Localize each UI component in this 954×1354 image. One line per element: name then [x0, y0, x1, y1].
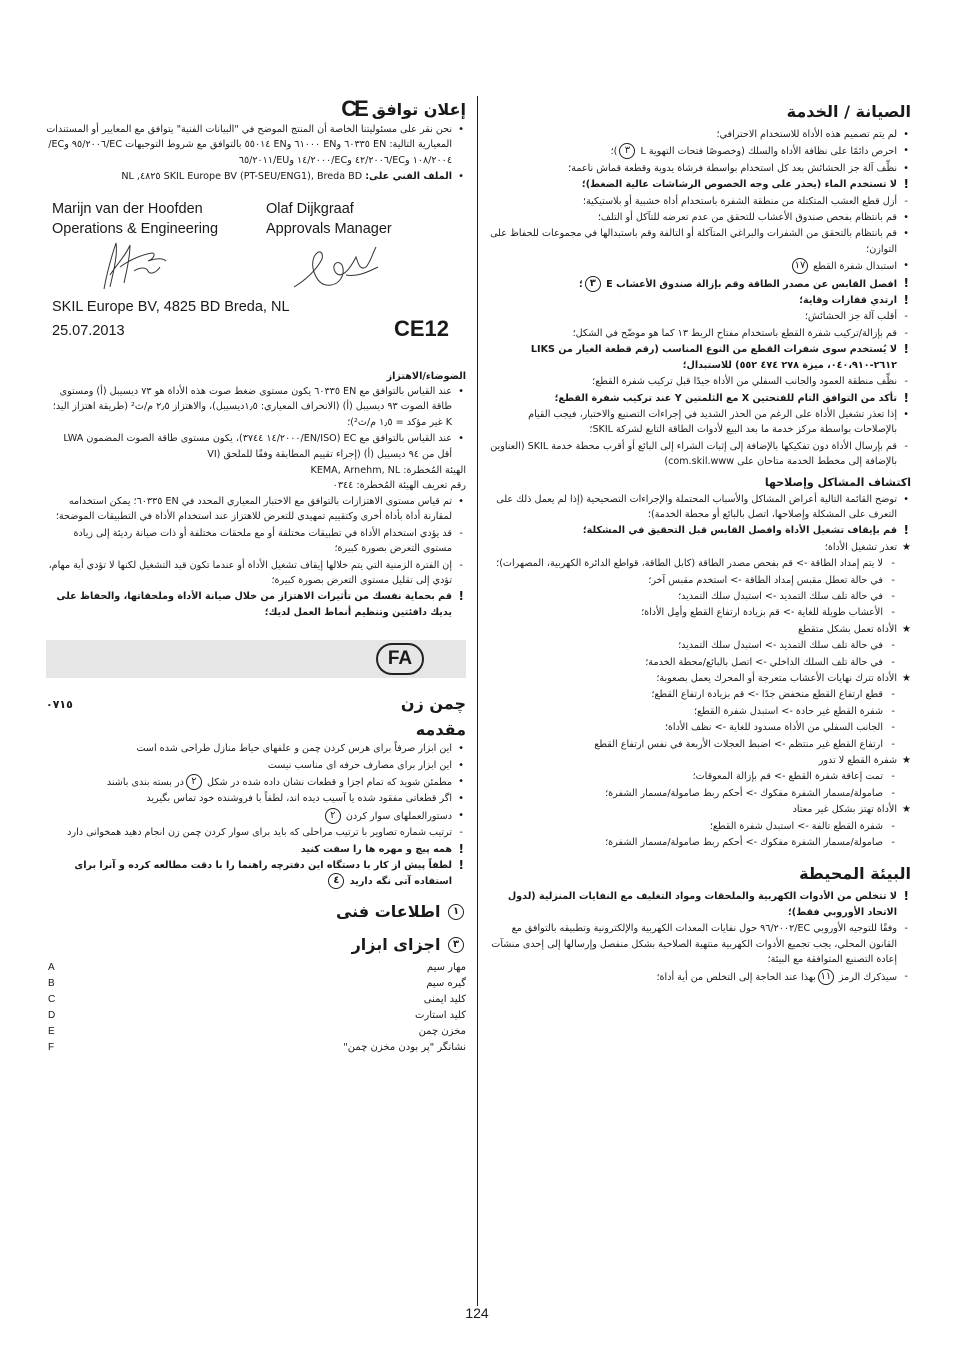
item-text: SKIL Europe BV (PT-SEU/ENG1), Breda BD ٤٨٢٥, NL — [121, 171, 363, 183]
item-text: وفقًا للتوجيه الأوروبي EC/٩٦/٢٠٠٢ حول نفايات المعدات الكهربية والإلكترونية وتطبيقه بالتوافق مع القانون المحلي، يجب تجميع الأدوات الكهربية منتهية الصلاحية بشكل منفصل وإرسالها إلى إحدى منشآت إعادة التصنيع المتوافقة مع البيئة؛ — [491, 923, 897, 966]
item-text: الأداة تعمل بشكل متقطع — [797, 623, 897, 635]
environment-title: البيئة المحيطة — [799, 864, 911, 884]
item-text: قد يؤدي استخدام الأداة في تطبيقات مختلفة أو مع ملحقات مختلفة أو ذات صيانة رديئة إلى زيادة مستوى التعرض بصورة كبيرة؛ — [73, 527, 452, 555]
item-text: لطفاً پیش از کار با دستگاه این دفترچه راهنما را با دقت مطالعه کرده و آنرا برای استفاده آتی نگه دارید — [74, 859, 452, 888]
list-item — [46, 169, 466, 184]
part-label: مخزن چمن — [418, 1025, 466, 1037]
item-text-after: ؛ — [578, 278, 583, 290]
fig-ref-icon: ١١ — [818, 969, 834, 985]
list-item — [489, 439, 911, 470]
signer-2-role: Approvals Manager — [266, 220, 392, 237]
list-item — [489, 492, 911, 523]
list-item — [489, 720, 911, 735]
maintenance-list — [489, 127, 911, 470]
list-item — [489, 293, 911, 308]
ce-year-mark: CE12 — [394, 315, 450, 341]
signer-2-name: Olaf Dijkgraaf — [266, 200, 354, 217]
item-text: عند القياس بالتوافق مع EC (EN/ISO/١٤/٢٠٠٠ ٣٧٤٤)، يكون مستوى طاقة الصوت المضمون LWA أقل من ٩٤ ديسيبل (أ) (إجراء تقييم المطابقة وفقًا للملحق (VI — [63, 433, 452, 460]
item-text: این ابزار صرفاً برای هرس کردن چمن و علفهای حیاط منازل طراحی شده است — [136, 743, 452, 755]
item-text: في حالة تلف سلك التمديد -> استبدل سلك التمديد؛ — [678, 590, 883, 602]
signer-1-role: Operations & Engineering — [52, 220, 219, 237]
item-text: في حالة تلف السلك الداخلي -> اتصل بالبائع/محطة الخدمة؛ — [645, 656, 883, 668]
fa-header — [46, 694, 466, 716]
list-item — [489, 589, 911, 604]
list-item — [46, 791, 466, 806]
part-key: B — [48, 977, 55, 989]
noise-title: الضوضاء/الاهتزاز — [386, 370, 466, 382]
item-text: ترتیب شماره تصاویر با ترتیب مراحلی که باید برای سوار کردن چمن زن انجام دهید همخوانی دارد — [67, 827, 452, 839]
item-text: قم بإزالة/تركيب شفرة القطع باستخدام مفتاح الربط ١٣ كما هو موضّح في الشكل؛ — [572, 327, 897, 339]
list-item — [46, 589, 466, 620]
list-item — [489, 177, 911, 192]
signature-2-image — [286, 237, 386, 299]
part-label: نشانگر "پر بودن مخزن چمن" — [343, 1041, 466, 1053]
company-address: SKIL Europe BV, 4825 BD Breda, NL — [52, 298, 290, 315]
list-item — [489, 737, 911, 752]
list-item — [489, 802, 911, 817]
list-item — [489, 556, 911, 571]
list-item — [46, 774, 466, 790]
part-key: D — [48, 1009, 56, 1021]
item-text: قم بانتظام بفحص صندوق الأعشاب للتحقق من عدم تعرضه للتآكل أو التلف؛ — [597, 212, 897, 224]
item-text: مطمئن شوید که تمام اجزا و قطعات نشان داده شده در شکل — [206, 776, 452, 788]
fig-ref-icon: ٤ — [328, 873, 344, 889]
troubleshooting-title: اكتشاف المشاكل وإصلاحها — [764, 475, 911, 489]
list-item — [46, 494, 466, 525]
list-item — [46, 825, 466, 840]
signer-1-name: Marijn van der Hoofden — [52, 200, 203, 217]
list-item — [489, 655, 911, 670]
list-item — [489, 194, 911, 209]
conformity-heading — [46, 96, 466, 122]
item-text: تمت إعاقة شفرة القطع -> قم بإزالة المعوقات؛ — [692, 771, 883, 783]
item-text-after: )؛ — [610, 146, 618, 158]
list-item — [489, 226, 911, 257]
language-band — [46, 640, 466, 678]
item-text: لا يتم إمداد الطاقة -> قم بفحص مصدر الطاقة (كابل الطاقة، قواطع الدائرة الكهربية، المصهرات)؛ — [496, 558, 883, 570]
item-text: لا تتخلص من الأدوات الكهربية والملحقات ومواد التغليف مع النفايات المنزلية (لدول الاتحاد الأوروبي فقط)؛ — [507, 891, 897, 918]
part-key: A — [48, 961, 55, 973]
list-item — [489, 969, 911, 985]
item-text: لا تستخدم الماء (يحذر على وجه الخصوص الرشاشات عالية الضغط)؛ — [581, 179, 897, 191]
fa-model-number: ٠٧١٥ — [46, 698, 73, 712]
part-item — [46, 992, 466, 1008]
item-text: احرص دائمًا على نظافة الأداة والسلك (وخصوصًا فتحات التهوية L — [640, 146, 897, 158]
item-text: قم بإرسال الأداة دون تفكيكها بالإضافة إلى إثبات الشراء إلى البائع أو أقرب محطة خدمة SKIL (العناوين بالإضافة إلى مخطط الخدمة متاحان على com.skil.www) — [490, 440, 897, 468]
item-text: إن الفترة الزمنية التي يتم خلالها إيقاف تشغيل الأداة أو عندما تكون قيد التشغيل لكنها لا تؤدي أية مهام، تؤدي إلى تقليل مستوى التعرض بصورة كبيرة؛ — [48, 559, 452, 586]
ce-mark: CE — [341, 96, 366, 121]
list-item — [489, 407, 911, 438]
list-item — [489, 671, 911, 686]
list-item — [489, 276, 911, 292]
noise-list-2 — [46, 494, 466, 620]
item-text: این ابزار برای مصارف حرفه ای مناسب نیست — [267, 759, 452, 771]
fa-intro-title: مقدمه — [415, 720, 466, 740]
item-text: تأكد من التوافق التام للفتحتين X مع الثلمتين Y عند تركيب شفرة القطع؛ — [554, 392, 897, 404]
signature-date: 25.07.2013 — [52, 322, 125, 339]
language-badge: FA — [376, 643, 424, 675]
fig-ref-icon: ٣ — [585, 276, 601, 292]
fig-ref-icon: ٢ — [325, 808, 341, 824]
part-label: کلید ایمنی — [423, 993, 466, 1005]
list-item — [46, 122, 466, 168]
part-label: کلید استارت — [415, 1009, 466, 1021]
item-text: قم بإيقاف تشغيل الأداة وافصل القابس قبل التحقيق في المشكلة؛ — [582, 525, 897, 537]
conformity-title: إعلان توافق — [371, 99, 466, 119]
list-item — [489, 622, 911, 637]
fig-ref-icon: ١ — [448, 904, 464, 920]
list-item — [489, 638, 911, 653]
item-text: نظِّف منطقة العمود والجانب السفلي من الأداة جيدًا قبل تركيب شفرة القطع؛ — [592, 376, 897, 388]
part-item — [46, 1040, 466, 1056]
fig-ref-icon: ٢ — [186, 774, 202, 790]
list-item — [489, 769, 911, 784]
item-text: الأداة تترك نهايات الأعشاب متعرجة أو المحرك يعمل بصعوبة؛ — [656, 673, 897, 684]
list-item — [489, 819, 911, 834]
part-item — [46, 1024, 466, 1040]
list-item — [46, 431, 466, 462]
list-item — [46, 842, 466, 857]
list-item — [46, 858, 466, 890]
list-item — [489, 753, 911, 768]
part-item — [46, 960, 466, 976]
fig-ref-icon: ١٧ — [792, 258, 808, 274]
list-item — [489, 687, 911, 702]
list-item — [489, 210, 911, 225]
page-number: 124 — [465, 1305, 489, 1321]
item-text: استبدال شفرة القطع — [813, 261, 897, 273]
troubleshooting-list — [489, 492, 911, 851]
list-item — [46, 526, 466, 557]
item-text: شفرة القطع غير حادة -> استبدل شفرة القطع؛ — [693, 705, 883, 717]
list-item — [489, 605, 911, 620]
list-item — [489, 342, 911, 373]
list-item — [46, 384, 466, 430]
fa-parts-list — [46, 960, 466, 1056]
item-text: توضح القائمة التالية أعراض المشاكل والأسباب المحتملة والإجراءات التصحيحية (إذا لم يعمل ذلك على التعرف على المشكلة وإصلاحها، اتصل بالبائع أو محطة الخدمة)؛ — [496, 493, 897, 520]
list-item — [489, 921, 911, 967]
item-text: أزل قطع العشب المتكتلة من منطقة الشفرة باستخدام أداة خشبية أو بلاستيكية؛ — [582, 195, 897, 207]
list-item — [489, 786, 911, 801]
item-text: ارتفاع القطع غير منتظم -> اضبط العجلات الأربعة في نفس ارتفاع القطع — [594, 738, 883, 750]
list-item — [489, 573, 911, 588]
item-text: عند القياس بالتوافق مع EN ٦٠٣٣٥ يكون مستوى ضغط صوت هذه الأداة هو ٧٣ ديسيبل (أ) ومستوى طاقة الصوت ٩٣ ديسيبل (أ) (الانحراف المعياري: ١٫٥ديسيبل)، والاهتزاز ٢٫٥ م/ث² (طريقة اهتزاز اليد؛ K غير مؤكد = ١٫٥ م/ث²)؛ — [52, 386, 452, 428]
list-item — [489, 523, 911, 538]
list-item — [489, 309, 911, 324]
list-item — [489, 161, 911, 176]
fa-product-title: چمن زن — [400, 694, 466, 714]
fig-ref-icon: ٣ — [619, 143, 635, 159]
item-text: صامولة/مسمار الشفرة مفكوك -> أحكم ربط صامولة/مسمار الشفرة؛ — [605, 787, 883, 799]
noise-list — [46, 384, 466, 462]
item-text: شفرة القطع لا تدور — [818, 755, 897, 767]
list-item — [489, 374, 911, 389]
item-text: قم بحماية نفسك من تأثيرات الاهتزاز من خلال صيانة الأداة وملحقاتها، والحفاظ على يديك دافئتين وتنظيم أنماط العمل لديك؛ — [56, 591, 452, 618]
fa-parts-heading — [46, 935, 466, 954]
part-label: مهار سیم — [426, 961, 466, 973]
item-text: إذا تعذر تشغيل الأداة على الرغم من الحذر الشديد في إجراءات التصنيع والاختبار، فيجب القيام بالإصلاحات بواسطة مركز خدمة ما بعد البيع لأدوات الطاقة التابع لشركة SKIL؛ — [528, 408, 897, 436]
fa-tech-title: اطلاعات فنی — [335, 901, 441, 921]
list-item — [489, 704, 911, 719]
fa-parts-title: اجزای ابزار — [351, 934, 441, 954]
column-divider — [477, 96, 478, 1306]
item-label: الملف الفني على: — [365, 171, 452, 183]
part-key: E — [48, 1025, 55, 1037]
item-text: اگر قطعاتی مفقود شده یا آسیب دیده اند، لطفاً با فروشنده خود تماس بگیرید — [146, 793, 452, 805]
item-text: لا يُستخدم سوى شفرات القطع من النوع المناسب (رقم قطعة الغيار من LIKS ٢٦١٢-٠٤٠،٩١٠، ميزة ٢٧٨ ٤٧٤ ٥٥٢) للاستبدال؛ — [530, 344, 897, 371]
list-item — [46, 808, 466, 824]
list-item — [489, 143, 911, 159]
list-item — [46, 741, 466, 756]
item-text: في حالة تعطل مقبس إمداد الطاقة -> استخدم مقبس آخر؛ — [648, 574, 883, 586]
list-item — [46, 758, 466, 773]
item-text: لم يتم تصميم هذه الأداة للاستخدام الاحترافي؛ — [716, 129, 897, 140]
fig-ref-icon: ٣ — [448, 937, 464, 953]
item-text: قطع ارتفاع القطع منخفض جدًا -> قم بزيادة ارتفاع القطع؛ — [651, 689, 883, 701]
list-item — [489, 889, 911, 920]
item-text: الأداة تهتز بشكل غير معتاد — [792, 804, 897, 816]
part-key: F — [48, 1041, 55, 1053]
item-text: صامولة/مسمار الشفرة مفكوك -> أحكم ربط صامولة/مسمار الشفرة؛ — [605, 837, 883, 849]
left-column — [46, 96, 466, 1056]
item-text: شفرة القطع تالفة -> استبدل شفرة القطع؛ — [709, 820, 883, 832]
part-item — [46, 1008, 466, 1024]
item-text: الأعشاب طويلة للغاية -> قم بزيادة ارتفاع القطع وأمِل الأداة؛ — [641, 607, 883, 619]
item-text: افصل القابس عن مصدر الطاقة وقم بإزالة صندوق الأعشاب E — [606, 278, 897, 290]
maintenance-title: الصيانة / الخدمة — [786, 102, 911, 121]
item-text: دستورالعملهای سوار کردن — [345, 810, 452, 822]
item-text: سيذكرك الرمز — [838, 971, 897, 983]
part-label: گیره سیم — [426, 977, 466, 989]
list-item — [489, 540, 911, 555]
list-item — [489, 127, 911, 142]
notified-body: الهيئة المُخطرة: KEMA, Arnehm, NL — [310, 465, 466, 477]
list-item — [489, 391, 911, 406]
part-item — [46, 976, 466, 992]
environment-list — [489, 889, 911, 984]
fa-intro-list — [46, 741, 466, 890]
item-text: في حالة تلف سلك التمديد -> استبدل سلك التمديد؛ — [678, 640, 883, 652]
list-item — [489, 258, 911, 274]
item-text: نظِّف آلة جز الحشائش بعد كل استخدام بواسطة فرشاة يدوية وقطعة قماش ناعمة؛ — [568, 162, 897, 174]
item-text: نحن نقر على مسئوليتنا الخاصة أن المنتج الموضح في "البيانات الفنية" يتوافق مع المعايير أو المستندات المعيارية التالية: EN ٦٠٣٣٥ وEN ٦١٠٠٠ وEN ٥٥٠١٤ بالتوافق مع شروط التوجيهات EC/٩٥/٢٠٠٦ وEC/١٠٨/٢٠٠٤ وEC/٤٢/٢٠٠٦ وEC/١٤/٢٠٠٠ وEU/٦٥/٢٠١١ — [46, 124, 452, 166]
item-text: تعذر تشغيل الأداة؛ — [824, 541, 897, 553]
notified-body-id: رقم تعريف الهيئة المُخطرة: ٠٣٤٤ — [332, 480, 466, 492]
list-item — [489, 326, 911, 341]
signature-1-image — [94, 237, 174, 295]
item-text-after: در بسته بندی باشند — [106, 776, 184, 788]
item-text-after: بهذا عند الحاجة إلى التخلص من أية أداة؛ — [656, 971, 816, 983]
item-text: همه پیچ و مهره ها را سفت کنید — [300, 843, 452, 855]
right-column — [489, 96, 911, 986]
item-text: تم قياس مستوى الاهتزازات بالتوافق مع الاختبار المعياري المحدد في EN ٦٠٣٣٥؛ يمكن استخدامه لمقارنة أداة بأداة أخرى وكتقييم تمهيدي للتعرض للاهتزاز عند استخدام الأداة في التطبيقات الموضحة؛ — [55, 495, 452, 523]
item-text: الجانب السفلي من الأداة مسدود للغاية -> نظف الأداة؛ — [664, 722, 883, 734]
part-key: C — [48, 993, 56, 1005]
item-text: قم بانتظام بالتحقق من الشفرات والبراغي المتآكلة أو التالفة وقم باستبدالها في مجموعات للحفاظ على التوازن؛ — [490, 228, 897, 255]
item-text: ارتدي قفازات وقاية؛ — [799, 295, 897, 307]
list-item — [489, 835, 911, 850]
signature-block — [46, 199, 466, 361]
item-text: أقلب آلة جز الحشائش؛ — [804, 311, 897, 323]
conformity-list — [46, 122, 466, 185]
list-item — [46, 558, 466, 589]
fa-tech-heading — [46, 902, 466, 921]
